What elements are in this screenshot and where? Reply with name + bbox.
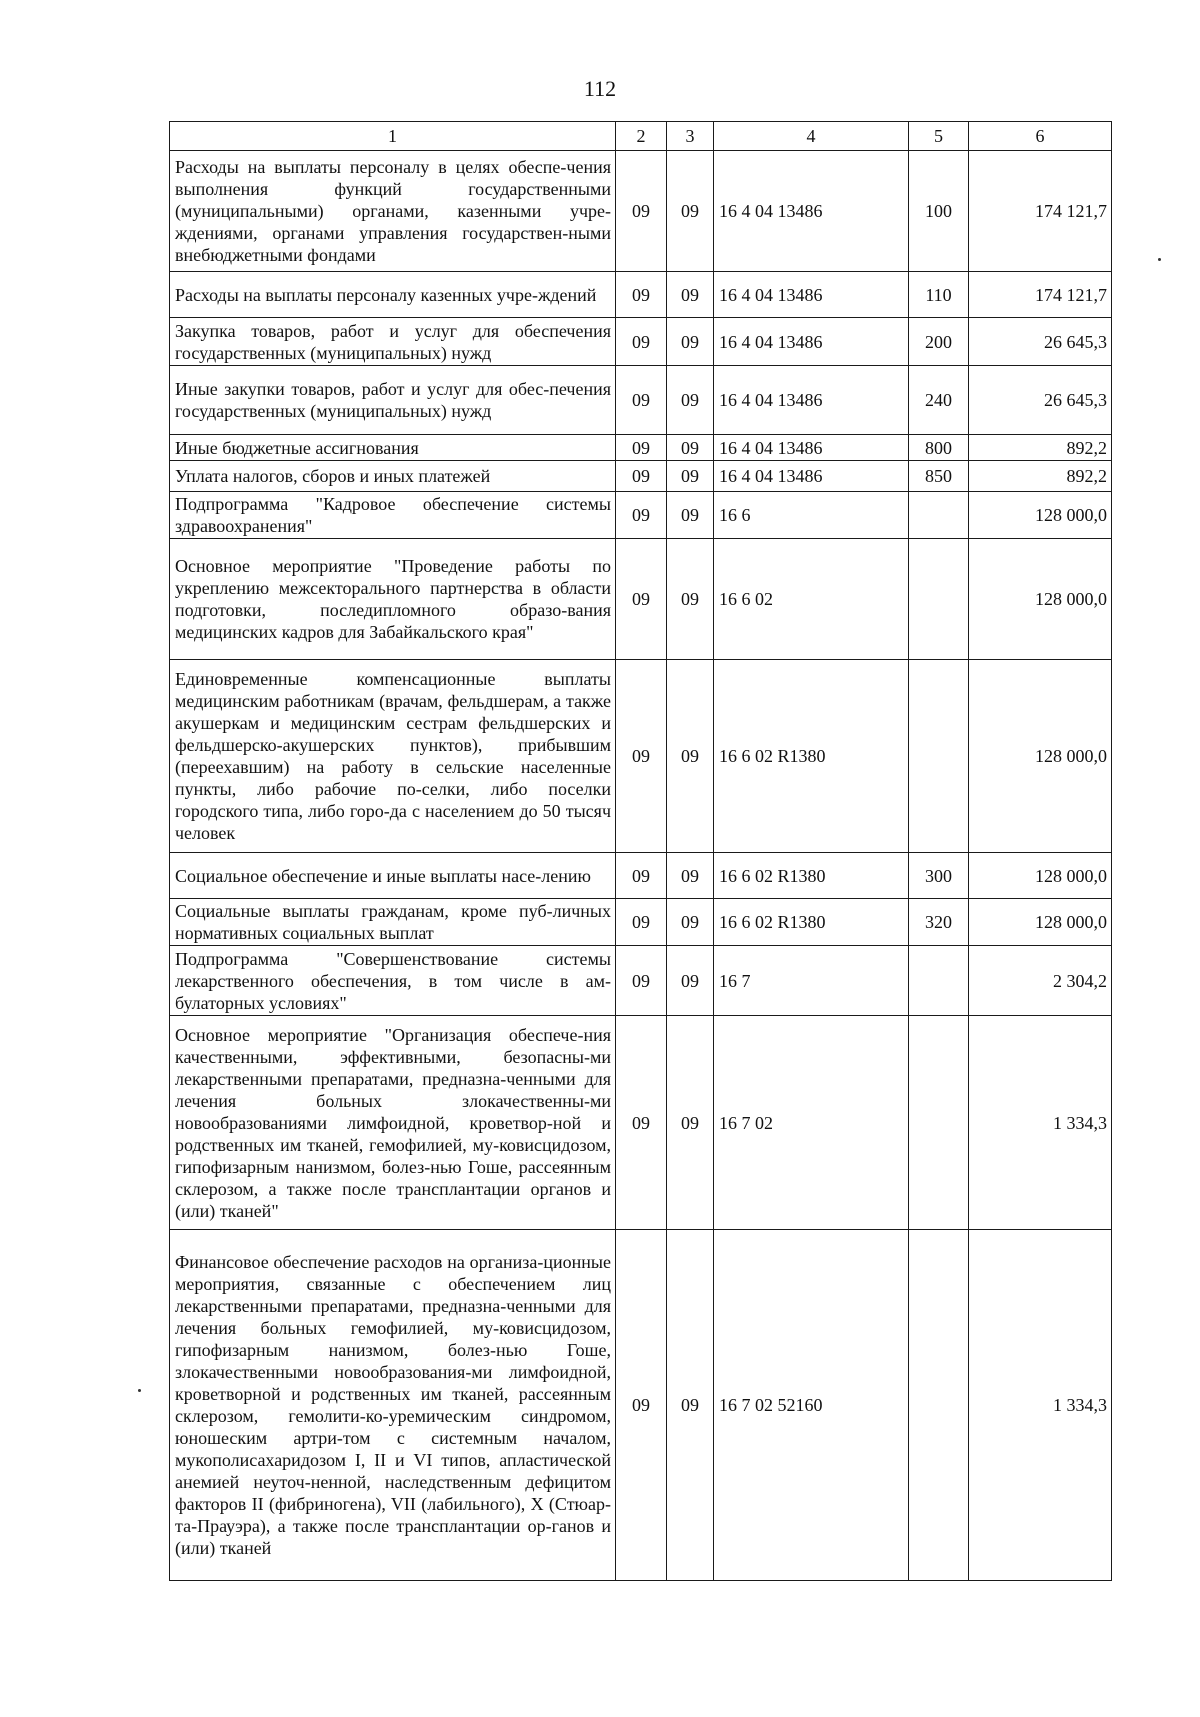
row-expense-type-cell: 320 (909, 899, 969, 946)
row-subsection-cell: 09 (667, 1016, 714, 1230)
row-section-cell: 09 (616, 151, 667, 272)
header-cell-1: 1 (170, 122, 616, 151)
row-expense-type-cell (909, 946, 969, 1016)
table-row (170, 151, 1112, 272)
row-amount-cell: 1 334,3 (969, 1016, 1112, 1230)
table-header-row (170, 122, 1112, 151)
row-subsection-cell: 09 (667, 272, 714, 318)
row-target-article-cell: 16 4 04 13486 (714, 318, 909, 366)
row-section-cell: 09 (616, 853, 667, 899)
scan-speck (1158, 258, 1161, 261)
row-name-cell: Социальные выплаты гражданам, кроме пуб-личных нормативных социальных выплат (170, 899, 616, 946)
row-section-cell: 09 (616, 1230, 667, 1581)
row-expense-type-cell: 110 (909, 272, 969, 318)
row-name-cell: Расходы на выплаты персоналу казенных учре-ждений (170, 272, 616, 318)
row-subsection-cell: 09 (667, 461, 714, 492)
row-name-cell: Подпрограмма "Совершенствование системы лекарственного обеспечения, в том числе в ам-булаторных условиях" (170, 946, 616, 1016)
table-row (170, 899, 1112, 946)
row-subsection-cell: 09 (667, 318, 714, 366)
row-subsection-cell: 09 (667, 435, 714, 461)
row-target-article-cell: 16 7 02 (714, 1016, 909, 1230)
table-row (170, 539, 1112, 660)
row-target-article-cell: 16 4 04 13486 (714, 151, 909, 272)
row-subsection-cell: 09 (667, 946, 714, 1016)
row-name-cell: Расходы на выплаты персоналу в целях обеспе-чения выполнения функций государственными (муниципальными) органами, казенными учре-ждениями, органами управления государствен-ными внебюджетными фондами (170, 151, 616, 272)
row-expense-type-cell (909, 492, 969, 539)
row-amount-cell: 174 121,7 (969, 272, 1112, 318)
row-name-cell: Основное мероприятие "Организация обеспече-ния качественными, эффективными, безопасны-ми лекарственными препаратами, предназна-ченными для лечения больных злокачественны-ми новообразованиями лимфоидной, кроветвор-ной и родственных им тканей, гемофилией, му-ковисцидозом, гипофизарным нанизмом, болез-нью Гоше, рассеянным склерозом, а также после трансплантации органов и (или) тканей" (170, 1016, 616, 1230)
table-row (170, 435, 1112, 461)
row-section-cell: 09 (616, 461, 667, 492)
row-expense-type-cell (909, 1230, 969, 1581)
row-amount-cell: 892,2 (969, 435, 1112, 461)
row-amount-cell: 2 304,2 (969, 946, 1112, 1016)
row-section-cell: 09 (616, 539, 667, 660)
row-section-cell: 09 (616, 946, 667, 1016)
row-section-cell: 09 (616, 492, 667, 539)
row-amount-cell: 892,2 (969, 461, 1112, 492)
row-target-article-cell: 16 7 02 52160 (714, 1230, 909, 1581)
scan-speck (138, 1389, 141, 1392)
table-row (170, 492, 1112, 539)
row-amount-cell: 1 334,3 (969, 1230, 1112, 1581)
row-name-cell: Единовременные компенсационные выплаты медицинским работникам (врачам, фельдшерам, а также акушеркам и медицинским сестрам фельдшерских и фельдшерско-акушерских пунктов), прибывшим (переехавшим) на работу в сельские населенные пункты, либо рабочие по-селки, либо поселки городского типа, либо горо-да с населением до 50 тысяч человек (170, 660, 616, 853)
row-name-cell: Иные закупки товаров, работ и услуг для обес-печения государственных (муниципальных) нужд (170, 366, 616, 435)
table-body (170, 122, 1112, 1581)
table-row (170, 853, 1112, 899)
row-name-cell: Финансовое обеспечение расходов на организа-ционные мероприятия, связанные с обеспечением лиц лекарственными препаратами, предназна-ченными для лечения больных гемофилией, му-ковисцидозом, гипофизарным нанизмом, болез-нью Гоше, злокачественными новообразования-ми лимфоидной, кроветворной и родственных им тканей, рассеянным склерозом, гемолити-ко-уремическим синдромом, юношеским артри-том с системным началом, мукополисахаридозом I, II и VI типов, апластической анемией неуточ-ненной, наследственным дефицитом факторов II (фибриногена), VII (лабильного), X (Стюар-та-Прауэра), а также после трансплантации ор-ганов и (или) тканей (170, 1230, 616, 1581)
row-target-article-cell: 16 4 04 13486 (714, 461, 909, 492)
row-expense-type-cell: 240 (909, 366, 969, 435)
row-name-cell: Подпрограмма "Кадровое обеспечение системы здравоохранения" (170, 492, 616, 539)
row-target-article-cell: 16 6 02 R1380 (714, 899, 909, 946)
row-expense-type-cell (909, 539, 969, 660)
table-row (170, 660, 1112, 853)
row-expense-type-cell: 100 (909, 151, 969, 272)
row-section-cell: 09 (616, 272, 667, 318)
row-name-cell: Социальное обеспечение и иные выплаты насе-лению (170, 853, 616, 899)
header-cell-5: 5 (909, 122, 969, 151)
row-subsection-cell: 09 (667, 899, 714, 946)
row-name-cell: Основное мероприятие "Проведение работы по укреплению межсекторального партнерства в области подготовки, последипломного образо-вания медицинских кадров для Забайкальского края" (170, 539, 616, 660)
row-expense-type-cell: 200 (909, 318, 969, 366)
row-target-article-cell: 16 7 (714, 946, 909, 1016)
row-target-article-cell: 16 6 (714, 492, 909, 539)
table-row (170, 946, 1112, 1016)
table-row (170, 318, 1112, 366)
row-subsection-cell: 09 (667, 1230, 714, 1581)
row-name-cell: Закупка товаров, работ и услуг для обеспечения государственных (муниципальных) нужд (170, 318, 616, 366)
row-target-article-cell: 16 6 02 R1380 (714, 660, 909, 853)
row-section-cell: 09 (616, 899, 667, 946)
header-cell-4: 4 (714, 122, 909, 151)
row-target-article-cell: 16 6 02 (714, 539, 909, 660)
budget-table (169, 121, 1112, 1581)
row-expense-type-cell (909, 660, 969, 853)
row-subsection-cell: 09 (667, 492, 714, 539)
row-target-article-cell: 16 4 04 13486 (714, 366, 909, 435)
row-name-cell: Иные бюджетные ассигнования (170, 435, 616, 461)
row-target-article-cell: 16 6 02 R1380 (714, 853, 909, 899)
page-number: 112 (583, 76, 617, 101)
row-amount-cell: 128 000,0 (969, 660, 1112, 853)
header-cell-3: 3 (667, 122, 714, 151)
row-expense-type-cell (909, 1016, 969, 1230)
row-expense-type-cell: 300 (909, 853, 969, 899)
table-row (170, 366, 1112, 435)
row-subsection-cell: 09 (667, 366, 714, 435)
table-row (170, 461, 1112, 492)
row-subsection-cell: 09 (667, 151, 714, 272)
row-subsection-cell: 09 (667, 853, 714, 899)
header-cell-2: 2 (616, 122, 667, 151)
header-cell-6: 6 (969, 122, 1112, 151)
row-amount-cell: 128 000,0 (969, 853, 1112, 899)
table-row (170, 1230, 1112, 1581)
row-section-cell: 09 (616, 366, 667, 435)
row-amount-cell: 26 645,3 (969, 366, 1112, 435)
row-amount-cell: 128 000,0 (969, 899, 1112, 946)
row-expense-type-cell: 850 (909, 461, 969, 492)
row-section-cell: 09 (616, 435, 667, 461)
row-section-cell: 09 (616, 1016, 667, 1230)
row-amount-cell: 26 645,3 (969, 318, 1112, 366)
table-row (170, 1016, 1112, 1230)
table-row (170, 272, 1112, 318)
row-amount-cell: 128 000,0 (969, 492, 1112, 539)
row-subsection-cell: 09 (667, 660, 714, 853)
row-subsection-cell: 09 (667, 539, 714, 660)
row-amount-cell: 128 000,0 (969, 539, 1112, 660)
row-target-article-cell: 16 4 04 13486 (714, 435, 909, 461)
row-section-cell: 09 (616, 660, 667, 853)
row-amount-cell: 174 121,7 (969, 151, 1112, 272)
row-expense-type-cell: 800 (909, 435, 969, 461)
row-target-article-cell: 16 4 04 13486 (714, 272, 909, 318)
row-section-cell: 09 (616, 318, 667, 366)
row-name-cell: Уплата налогов, сборов и иных платежей (170, 461, 616, 492)
